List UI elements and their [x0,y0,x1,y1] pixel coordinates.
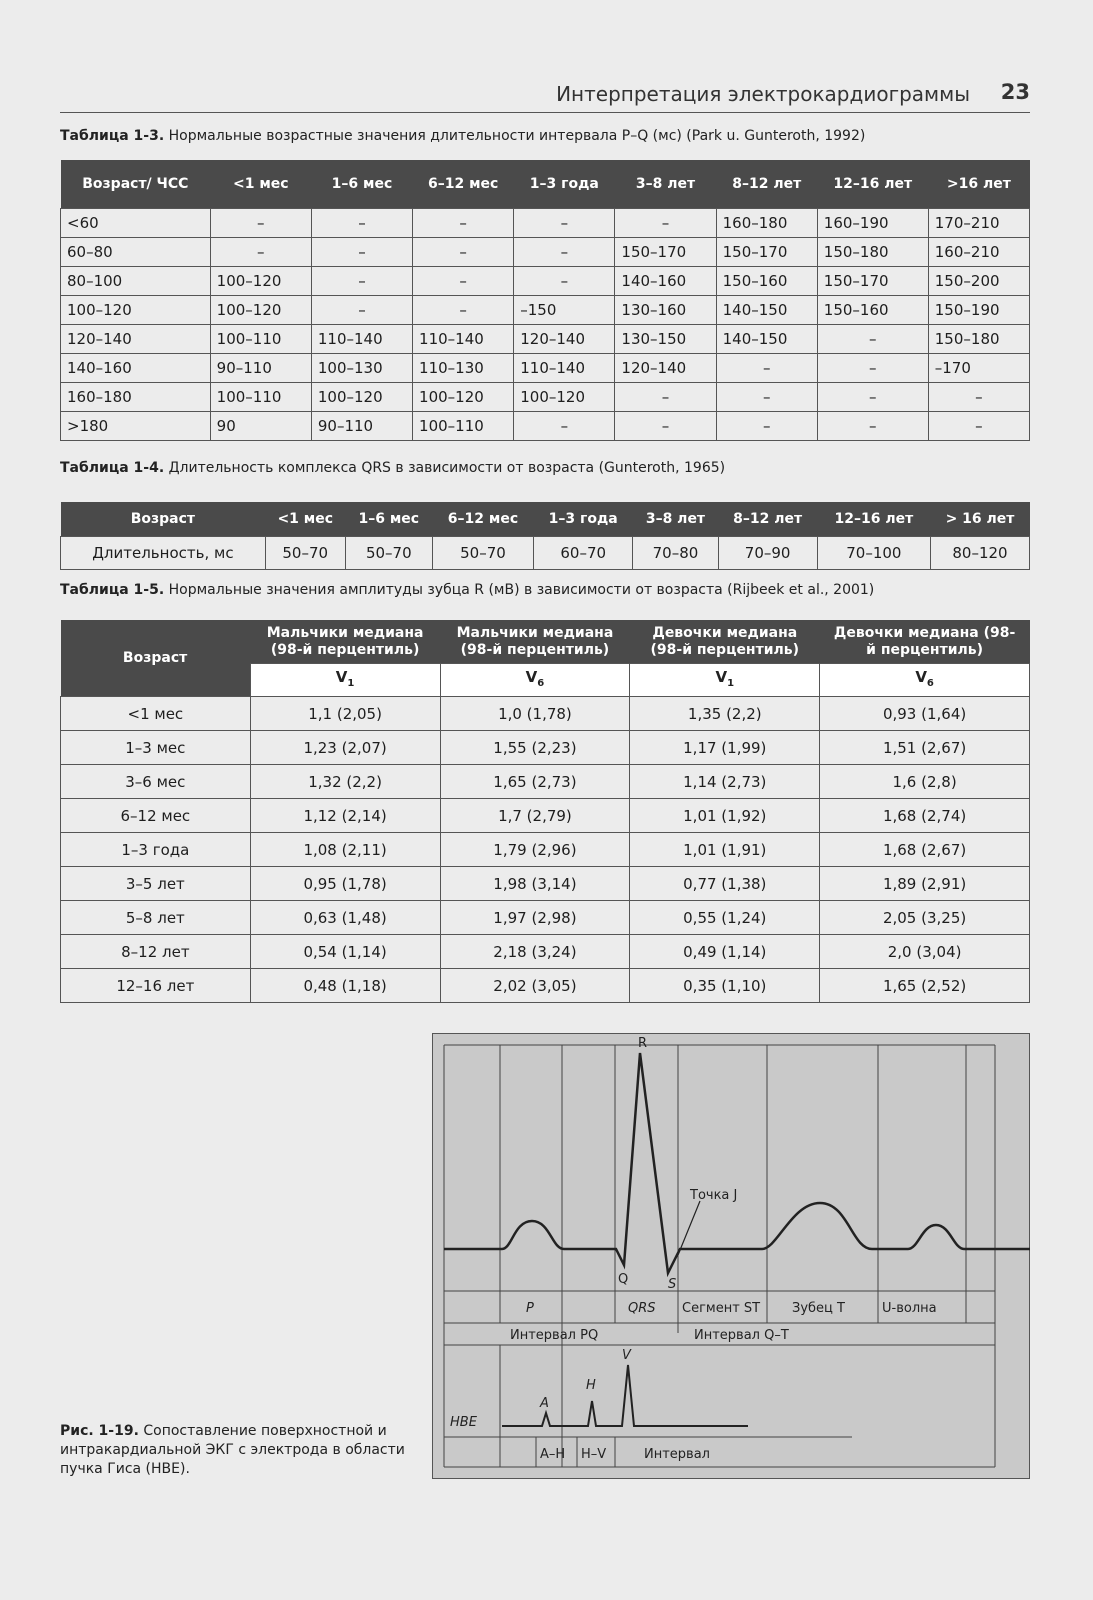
col-header: 1–6 мес [311,160,412,209]
col-header: 1–6 мес [345,502,432,537]
table-cell: 2,02 (3,05) [440,969,630,1003]
table-cell: 100–110 [210,325,311,354]
table-row [61,383,1030,412]
table-cell: 160–210 [928,238,1029,267]
table-header-row [61,160,1030,209]
table-cell: – [311,238,412,267]
col-header: > 16 лет [930,502,1029,537]
label-q: Q [618,1272,629,1287]
table-cell: 120–140 [514,325,615,354]
table-row [61,209,1030,238]
table-row [61,267,1030,296]
table-cell: 90 [210,412,311,441]
table-cell: 0,63 (1,48) [250,901,440,935]
col-header: <1 мес [265,502,345,537]
table-cell: 170–210 [928,209,1029,238]
label-a: A [540,1396,549,1411]
label-h-v: H–V [581,1447,607,1462]
row-label: <1 мес [61,697,251,731]
table-cell: 0,35 (1,10) [630,969,820,1003]
col-header: 12–16 лет [817,160,928,209]
table-cell: – [413,296,514,325]
col-header: Возраст [61,502,266,537]
col-header: Возраст/ ЧСС [61,160,211,209]
col-header: 6–12 мес [432,502,533,537]
table-row [61,354,1030,383]
row-label: 1–3 года [61,833,251,867]
page-number: 23 [1000,80,1030,104]
table-cell: 50–70 [345,537,432,570]
table-cell: 100–120 [210,296,311,325]
table-cell: 150–200 [928,267,1029,296]
label-st-segment: Сегмент ST [682,1301,761,1316]
table-1-5 [60,620,1030,1003]
table-cell: 0,54 (1,14) [250,935,440,969]
table-cell: – [514,267,615,296]
table-cell: 100–110 [413,412,514,441]
label-v: V [622,1348,631,1363]
table-cell: – [210,238,311,267]
table-cell: 150–170 [615,238,716,267]
table-row [61,731,1030,765]
table-cell: 160–190 [817,209,928,238]
table-cell: – [413,238,514,267]
figure-label: Рис. 1-19. [60,1423,139,1439]
table-cell: 1,65 (2,52) [820,969,1030,1003]
col-header: 3–8 лет [633,502,718,537]
table-cell: 1,01 (1,92) [630,799,820,833]
table-cell: – [514,238,615,267]
col-header-boys-v1: Мальчики медиана (98-й перцентиль) [250,620,440,664]
label-interval: Интервал [644,1447,710,1462]
table-cell: 90–110 [311,412,412,441]
table-label: Таблица 1-3. [60,128,165,144]
table-cell: 150–180 [928,325,1029,354]
table-cell: 1,01 (1,91) [630,833,820,867]
table-cell: – [817,325,928,354]
table-cell: 100–130 [311,354,412,383]
table-cell: – [514,209,615,238]
table-cell: 90–110 [210,354,311,383]
table-cell: 0,49 (1,14) [630,935,820,969]
col-header-age: Возраст [61,620,251,697]
table-caption-text: Нормальные значения амплитуды зубца R (мВ) в зависимости от возраста (Rijbeek et al., 2001) [168,582,875,598]
label-qrs: QRS [628,1301,656,1316]
table-cell: 1,97 (2,98) [440,901,630,935]
col-header-girls-v6: Девочки медиана (98-й перцентиль) [820,620,1030,664]
table-row [61,296,1030,325]
table-row [61,238,1030,267]
row-label: 160–180 [61,383,211,412]
table-row [61,799,1030,833]
table-cell: 110–140 [514,354,615,383]
table-row [61,969,1030,1003]
table-cell: 1,98 (3,14) [440,867,630,901]
table-row [61,901,1030,935]
lead-v6: $V_6$ [440,664,630,697]
table-cell: – [311,209,412,238]
row-label: 80–100 [61,267,211,296]
label-s: S [668,1277,677,1292]
figure-caption-text: Сопоставление поверхностной и интракардиальной ЭКГ с электрода в области пучка Гиса (HBE). [60,1423,405,1477]
table-cell: 0,55 (1,24) [630,901,820,935]
row-label: >180 [61,412,211,441]
table-cell: 1,0 (1,78) [440,697,630,731]
label-a-h: A–H [540,1447,566,1462]
row-label: 60–80 [61,238,211,267]
table-cell: 1,68 (2,74) [820,799,1030,833]
col-header: >16 лет [928,160,1029,209]
table-1-3 [60,160,1030,441]
table-cell: 160–180 [716,209,817,238]
row-label: 120–140 [61,325,211,354]
table-cell: 110–140 [311,325,412,354]
table-cell: 100–110 [210,383,311,412]
row-label: 100–120 [61,296,211,325]
table-cell: 1,6 (2,8) [820,765,1030,799]
col-header-boys-v6: Мальчики медиана (98-й перцентиль) [440,620,630,664]
table-cell: 1,65 (2,73) [440,765,630,799]
table-cell: – [716,354,817,383]
running-title: Интерпретация электрокардиограммы [556,82,970,106]
label-hbe: HBE [450,1415,477,1430]
table-cell: 1,51 (2,67) [820,731,1030,765]
table-cell: – [413,209,514,238]
row-label: Длительность, мс [61,537,266,570]
row-label: 12–16 лет [61,969,251,1003]
table-cell: 150–160 [716,267,817,296]
table-cell: – [928,412,1029,441]
table-cell: 2,05 (3,25) [820,901,1030,935]
table-row [61,697,1030,731]
table-row [61,765,1030,799]
table-cell: 0,95 (1,78) [250,867,440,901]
table-cell: 150–160 [817,296,928,325]
row-label: 6–12 мес [61,799,251,833]
table-cell: 150–170 [716,238,817,267]
table-cell: 80–120 [930,537,1029,570]
table-cell: 1,32 (2,2) [250,765,440,799]
table-cell: – [716,383,817,412]
table-1-4-caption [60,460,725,476]
label-u-wave: U-волна [882,1301,937,1316]
table-cell: 1,14 (2,73) [630,765,820,799]
table-cell: 1,08 (2,11) [250,833,440,867]
figure-caption [60,1422,420,1479]
table-cell: – [210,209,311,238]
table-cell: – [928,383,1029,412]
table-cell: 1,23 (2,07) [250,731,440,765]
table-cell: 150–170 [817,267,928,296]
table-caption-text: Длительность комплекса QRS в зависимости от возраста (Gunteroth, 1965) [168,460,726,476]
table-cell: 100–120 [413,383,514,412]
table-cell: 1,35 (2,2) [630,697,820,731]
table-cell: 100–120 [311,383,412,412]
table-cell: – [311,296,412,325]
col-header: 12–16 лет [817,502,930,537]
table-cell: 1,55 (2,23) [440,731,630,765]
col-header: 1–3 года [534,502,633,537]
col-header: 3–8 лет [615,160,716,209]
col-header: 8–12 лет [716,160,817,209]
table-cell: – [615,412,716,441]
table-cell: 150–180 [817,238,928,267]
table-row [61,833,1030,867]
table-cell: 50–70 [432,537,533,570]
table-row [61,412,1030,441]
table-cell: – [311,267,412,296]
table-cell: 1,79 (2,96) [440,833,630,867]
table-cell: 110–140 [413,325,514,354]
table-cell: 150–190 [928,296,1029,325]
table-1-5-caption [60,582,874,598]
table-cell: 140–160 [615,267,716,296]
table-cell: – [817,383,928,412]
table-cell: 70–100 [817,537,930,570]
table-cell: 100–120 [210,267,311,296]
table-cell: 1,1 (2,05) [250,697,440,731]
table-cell: 0,48 (1,18) [250,969,440,1003]
table-cell: 1,12 (2,14) [250,799,440,833]
table-cell: 140–150 [716,325,817,354]
table-cell: – [615,209,716,238]
col-header-girls-v1: Девочки медиана (98-й перцентиль) [630,620,820,664]
table-cell: 70–80 [633,537,718,570]
table-cell: – [514,412,615,441]
table-row [61,867,1030,901]
col-header: <1 мес [210,160,311,209]
table-header-row [61,620,1030,664]
lead-v1: $V_1$ [630,664,820,697]
col-header: 1–3 года [514,160,615,209]
table-cell: 110–130 [413,354,514,383]
label-h: H [586,1378,596,1393]
lead-v1: $V_1$ [250,664,440,697]
label-t-wave: Зубец T [792,1301,845,1316]
table-cell: 0,77 (1,38) [630,867,820,901]
label-pq-interval: Интервал PQ [510,1328,599,1343]
page-header [60,80,1030,113]
table-cell: 1,89 (2,91) [820,867,1030,901]
table-cell: 50–70 [265,537,345,570]
table-cell: 60–70 [534,537,633,570]
table-cell: 1,7 (2,79) [440,799,630,833]
table-cell: – [817,412,928,441]
table-1-4 [60,502,1030,570]
label-j-point: Точка J [690,1188,738,1203]
label-qt-interval: Интервал Q–T [694,1328,789,1343]
table-cell: 140–150 [716,296,817,325]
table-cell: 100–120 [514,383,615,412]
row-label: 1–3 мес [61,731,251,765]
table-header-row [61,502,1030,537]
row-label: 5–8 лет [61,901,251,935]
table-cell: – [615,383,716,412]
table-label: Таблица 1-4. [60,460,165,476]
label-r: R [638,1036,648,1051]
table-cell: 120–140 [615,354,716,383]
lead-v6: $V_6$ [820,664,1030,697]
table-label: Таблица 1-5. [60,582,165,598]
table-cell: 130–160 [615,296,716,325]
col-header: 6–12 мес [413,160,514,209]
table-cell: 1,68 (2,67) [820,833,1030,867]
table-cell: 2,18 (3,24) [440,935,630,969]
table-row [61,537,1030,570]
table-cell: – [716,412,817,441]
row-label: 3–6 мес [61,765,251,799]
table-cell: –150 [514,296,615,325]
table-cell: – [817,354,928,383]
row-label: <60 [61,209,211,238]
ecg-figure [432,1033,1030,1479]
table-row [61,325,1030,354]
table-body [61,697,1030,1003]
table-cell: – [413,267,514,296]
table-cell: –170 [928,354,1029,383]
table-cell: 0,93 (1,64) [820,697,1030,731]
table-row [61,935,1030,969]
label-p: P [526,1301,534,1316]
table-caption-text: Нормальные возрастные значения длительности интервала P–Q (мс) (Park u. Gunteroth, 1992) [168,128,866,144]
row-label: 140–160 [61,354,211,383]
row-label: 8–12 лет [61,935,251,969]
table-cell: 130–150 [615,325,716,354]
table-1-3-caption [60,128,865,144]
table-cell: 2,0 (3,04) [820,935,1030,969]
table-cell: 1,17 (1,99) [630,731,820,765]
col-header: 8–12 лет [718,502,817,537]
table-cell: 70–90 [718,537,817,570]
table-body [61,209,1030,441]
row-label: 3–5 лет [61,867,251,901]
